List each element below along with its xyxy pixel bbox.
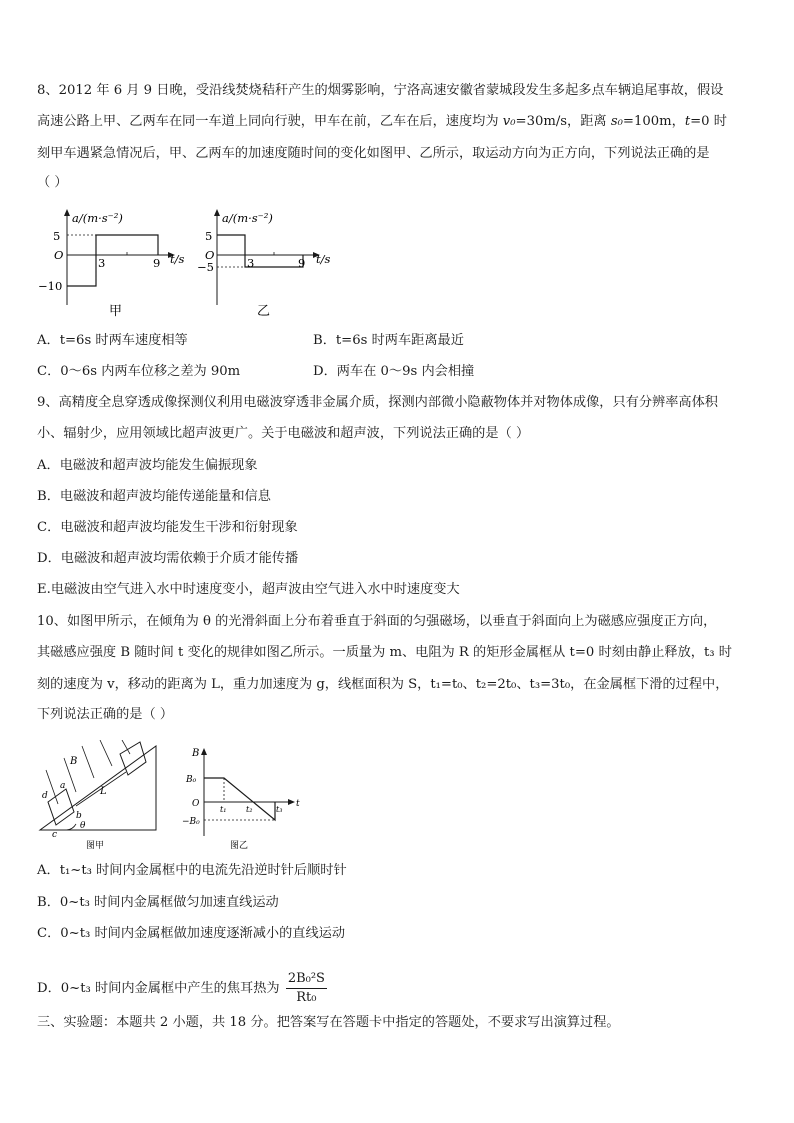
label-t1: t₁	[220, 805, 227, 814]
label-t-axis: t	[296, 799, 300, 809]
q8-line-2a: 高速公路上甲、乙两车在同一车道上同向行驶，甲车在前，乙车在后，速度均为	[37, 114, 503, 129]
yneg10-jia: −10	[38, 279, 63, 293]
label-b: b	[76, 811, 82, 821]
yneg5-yi: −5	[197, 260, 214, 274]
arrow-t	[288, 799, 295, 805]
q9-line-2: 小、辐射少，应用领域比超声波更广。关于电磁波和超声波，下列说法正确的是（ ）	[37, 426, 530, 441]
q10-line-1: 10、如图甲所示，在倾角为 θ 的光滑斜面上分布着垂直于斜面的匀强磁场，以垂直于斜面向上为磁感应强度正方向，	[37, 614, 717, 629]
incline	[40, 746, 156, 830]
q8-line-2d: =0 时	[690, 114, 727, 129]
q8-option-c: C．0～6s 内两车位移之差为 90m	[37, 364, 241, 379]
q8-figure-yi	[195, 205, 355, 320]
label-B: B	[70, 756, 78, 767]
label-L: L	[100, 786, 107, 797]
label-theta: θ	[80, 821, 86, 831]
ylabel-yi: a/(m·s⁻²)	[222, 211, 273, 225]
x9-yi: 9	[298, 256, 306, 270]
q8-line-2b: =30m/s，距离	[515, 114, 611, 129]
q10-figure-a	[36, 740, 162, 852]
q9-option-a: A．电磁波和超声波均能发生偏振现象	[37, 458, 258, 473]
label-negB0: −B₀	[182, 817, 200, 827]
label-d: d	[42, 791, 48, 801]
q10-line-4: 下列说法正确的是（ ）	[37, 707, 174, 722]
label-B0: B₀	[186, 775, 197, 785]
x3-yi: 3	[247, 256, 255, 270]
label-a: a	[60, 781, 66, 791]
q8-option-d: D．两车在 0～9s 内会相撞	[313, 364, 475, 379]
x9-jia: 9	[153, 256, 161, 270]
theta-arc	[66, 824, 76, 830]
joule-heat-fraction	[286, 970, 327, 1007]
B-curve	[204, 778, 275, 820]
metal-frame-2	[120, 742, 146, 775]
x3-jia: 3	[98, 256, 106, 270]
q8-figure-jia	[30, 205, 190, 320]
q10-option-a: A．t₁~t₃ 时间内金属框中的电流先沿逆时针后顺时针	[37, 863, 347, 878]
origin-jia: O	[54, 248, 64, 262]
q8-option-a: A．t=6s 时两车速度相等	[37, 333, 188, 348]
q10-figure-b	[180, 740, 308, 852]
arrow-y	[64, 209, 70, 216]
caption-yi: 乙	[257, 304, 271, 319]
q9-line-1: 9、高精度全息穿透成像探测仪利用电磁波穿透非金属介质，探测内部微小隐蔽物体并对物体成像，只有分辨率高体积	[37, 395, 718, 410]
q8-option-b: B．t=6s 时两车距离最近	[313, 333, 464, 348]
q9-option-c: C．电磁波和超声波均能发生干涉和衍射现象	[37, 520, 298, 535]
caption-fig-b: 图乙	[230, 841, 249, 851]
y5-yi: 5	[205, 229, 213, 243]
t-symbol: t	[684, 114, 691, 129]
label-t2: t₂	[246, 805, 253, 814]
xlabel-jia: t/s	[170, 252, 185, 266]
section-3-heading: 三、实验题：本题共 2 小题，共 18 分。把答案写在答题卡中指定的答题处，不要求写出演算过程。	[37, 1015, 620, 1030]
label-t3: t₃	[276, 805, 283, 814]
metal-frame	[48, 789, 74, 825]
caption-fig-a: 图甲	[86, 841, 105, 851]
caption-jia: 甲	[109, 304, 123, 319]
xlabel-yi: t/s	[316, 252, 331, 266]
arrow-y	[214, 209, 220, 216]
label-c: c	[52, 830, 58, 840]
accel-line-jia	[67, 235, 161, 286]
q8-line-1: 8、2012 年 6 月 9 日晚，受沿线焚烧秸秆产生的烟雾影响，宁洛高速安徽省蒙城段发生多起多点车辆追尾事故，假设	[37, 83, 724, 98]
fraction-numerator: 2B₀²S	[286, 970, 327, 989]
q8-bracket: （ ）	[37, 175, 68, 190]
q9-option-d: D．电磁波和超声波均需依赖于介质才能传播	[37, 551, 299, 566]
q10-option-d-text: D．0~t₃ 时间内金属框中产生的焦耳热为	[37, 981, 280, 996]
q8-line-3: 刻甲车遇紧急情况后，甲、乙两车的加速度随时间的变化如图甲、乙所示，取运动方向为正方向，下列说法正确的是	[37, 146, 710, 161]
q9-option-e: E.电磁波由空气进入水中时速度变小，超声波由空气进入水中时速度变大	[37, 582, 460, 597]
q9-option-b: B．电磁波和超声波均能传递能量和信息	[37, 489, 271, 504]
v0-symbol: v₀	[502, 114, 516, 129]
q10-line-3: 刻的速度为 v，移动的距离为 L，重力加速度为 g，线框面积为 S，t₁=t₀、t₂=2t₀、t₃=3t₀，在金属框下滑的过程中，	[37, 677, 729, 692]
arrow-B	[201, 748, 207, 755]
q8-line-2	[37, 113, 727, 131]
fraction-denominator: Rt₀	[296, 990, 317, 1005]
q8-line-2c: =100m，	[622, 114, 685, 129]
label-B-axis: B	[192, 748, 200, 759]
accel-line-yi	[217, 235, 303, 267]
q10-line-2: 其磁感应强度 B 随时间 t 变化的规律如图乙所示。一质量为 m、电阻为 R 的矩形金属框从 t=0 时刻由静止释放，t₃ 时	[37, 645, 732, 660]
q10-option-d	[37, 970, 327, 1007]
y5-jia: 5	[53, 229, 61, 243]
ylabel-jia: a/(m·s⁻²)	[72, 211, 123, 225]
origin-yi: O	[205, 248, 215, 262]
q10-option-b: B．0~t₃ 时间内金属框做匀加速直线运动	[37, 895, 279, 910]
label-O: O	[192, 799, 200, 809]
q10-option-c: C．0~t₃ 时间内金属框做加速度逐渐减小的直线运动	[37, 926, 346, 941]
s0-symbol: s₀	[610, 114, 623, 129]
